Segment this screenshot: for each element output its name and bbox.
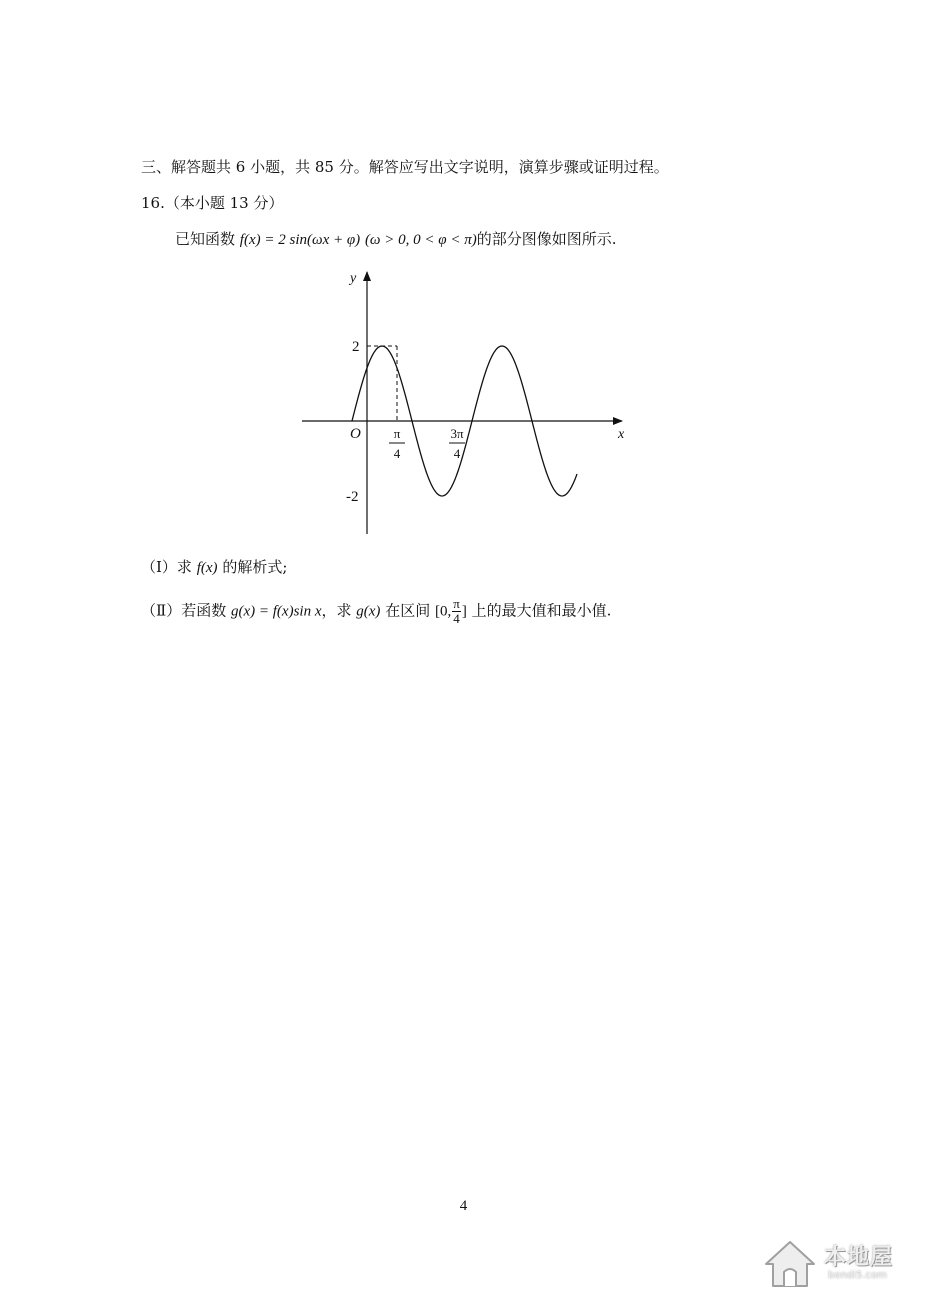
x-ticks [389, 426, 465, 461]
x-tick-denominator: 4 [453, 446, 461, 461]
watermark-title: 本地屋 [824, 1245, 894, 1270]
part-two: （Ⅱ）若函数 g(x) = f(x)sin x，求 g(x) 在区间 [0, $\frac{\pi}{4}$ ] 上的最大值和最小值. [141, 596, 612, 626]
house-logo-icon [762, 1236, 818, 1292]
function-graph [296, 262, 628, 538]
interval-fraction: $\frac{\pi}{4}$ [453, 596, 460, 626]
part1-function: f(x) [196, 560, 218, 576]
y-axis-label: y [350, 271, 357, 286]
interval-close: ] [461, 603, 467, 620]
problem-stem: 已知函数 f(x) = 2 sin(ωx + φ) (ω > 0, 0 < φ < π)的部分图像如图所示. [175, 230, 617, 248]
y-ticks [346, 339, 360, 505]
y-tick-label: -2 [346, 489, 359, 505]
part2-function: g(x) = f(x)sin x [230, 603, 322, 620]
stem-condition: (ω > 0, 0 < φ < π) [364, 232, 477, 248]
interval-open: [0, [435, 603, 452, 620]
part2-g: g(x) [356, 603, 381, 620]
x-tick-denominator: 4 [393, 446, 401, 461]
y-tick-label: 2 [352, 339, 360, 355]
watermark-url: bendi5.com [828, 1270, 887, 1281]
watermark [762, 1236, 912, 1292]
x-axis-label: x [618, 427, 625, 442]
origin-label: O [350, 426, 361, 442]
x-tick-numerator: 3π [450, 426, 464, 441]
part-one: （Ⅰ）求 f(x) 的解析式; [141, 558, 288, 576]
problem-number: 16.（本小题 13 分） [141, 194, 284, 212]
page-number: 4 [459, 1198, 468, 1214]
x-tick-numerator: π [393, 426, 401, 441]
section-heading: 三、解答题共 6 小题，共 85 分。解答应写出文字说明，演算步骤或证明过程。 [141, 158, 669, 176]
stem-function: f(x) = 2 sin(ωx + φ) [239, 232, 361, 248]
